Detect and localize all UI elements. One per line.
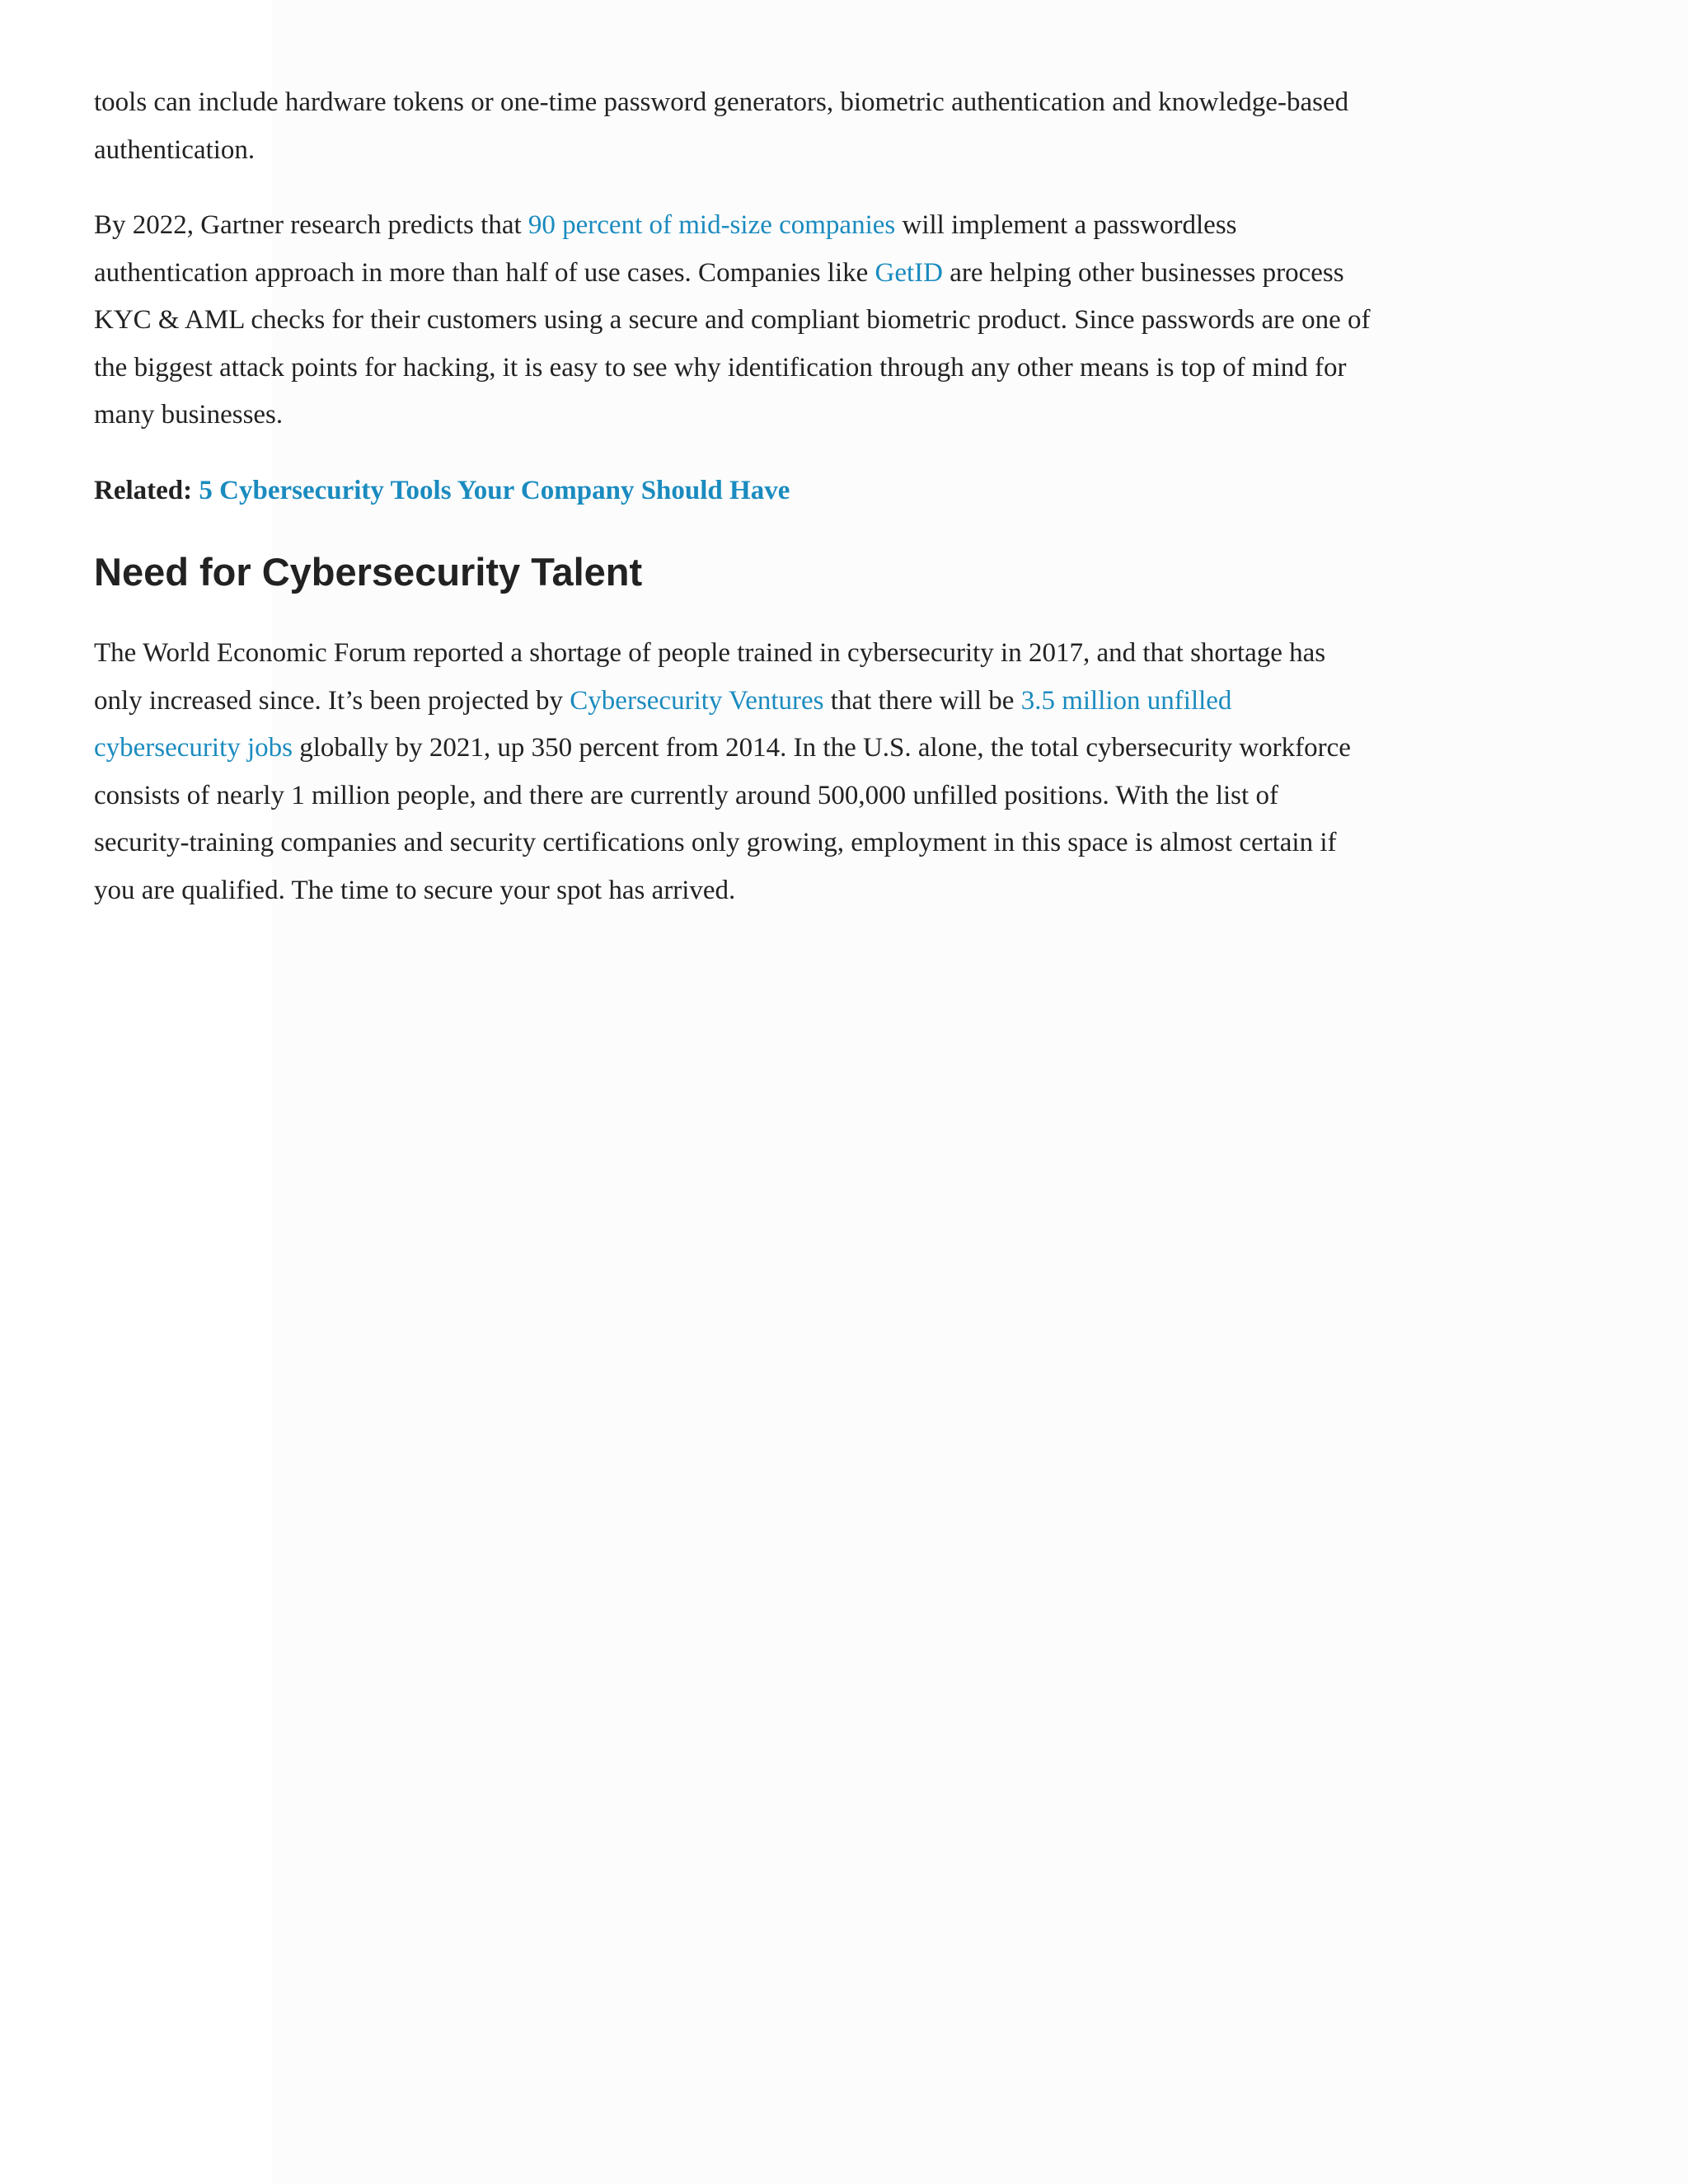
- paragraph-text: that there will be: [823, 685, 1021, 716]
- section-heading: Need for Cybersecurity Talent: [94, 550, 643, 594]
- link-cybersecurity-ventures[interactable]: Cybersecurity Ventures: [570, 685, 824, 716]
- paragraph-text: are helping other businesses process KYC & AML checks for their customers using a secure and compliant biometric product. Since passwords are one of the biggest attack points for hacking, it is easy to see why identification through any other means is top of mind for many businesses.: [94, 257, 1371, 430]
- paragraph-passwordless: [94, 202, 1380, 439]
- paragraph-text: tools can include hardware tokens or one-time password generators, biometric authentication and knowledge-based authentication.: [94, 87, 1349, 165]
- paragraph-text: By 2022, Gartner research predicts that: [94, 210, 528, 240]
- paragraph-text: The World Economic Forum reported a shortage of people trained in cybersecurity in 2017, and that shortage has only increased since. It’s been projected by: [94, 638, 1326, 716]
- paragraph-text: globally by 2021, up 350 percent from 2014. In the U.S. alone, the total cybersecurity workforce consists of nearly 1 million people, and there are currently around 500,000 unfilled positions. With the list of security-training companies and security certifications only growing, employment in this space is almost certain if you are qualified. The time to secure your spot has arrived.: [94, 733, 1351, 905]
- article-body: [94, 79, 1380, 914]
- link-gartner-mid-size-companies[interactable]: 90 percent of mid-size companies: [528, 210, 896, 240]
- link-getid[interactable]: GetID: [874, 257, 943, 288]
- paragraph-auth-tools: [94, 79, 1380, 174]
- paragraph-text: will implement a passwordless authentication approach in more than half of use cases. Companies like: [94, 210, 1237, 288]
- paragraph-talent-shortage: [94, 630, 1380, 914]
- related-article: [94, 467, 1380, 515]
- link-unfilled-jobs[interactable]: 3.5 million unfilled cybersecurity jobs: [94, 685, 1232, 763]
- related-label: Related:: [94, 475, 193, 505]
- link-related-cybersecurity-tools[interactable]: 5 Cybersecurity Tools Your Company Should Have: [199, 475, 790, 505]
